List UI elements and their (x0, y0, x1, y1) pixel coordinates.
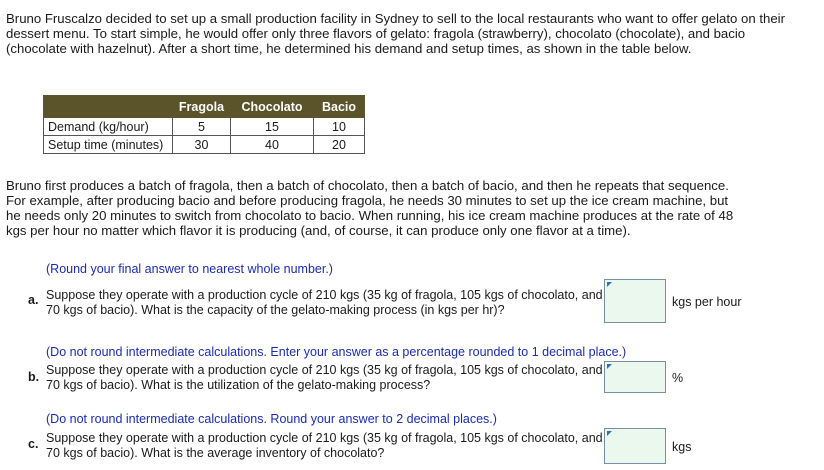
table-row (44, 118, 365, 136)
demand-setup-table (43, 95, 365, 154)
question-a-answer-input[interactable] (605, 280, 665, 322)
question-b-answer-box[interactable] (604, 361, 666, 393)
question-a-answer-box[interactable] (604, 279, 666, 323)
question-a-text: Suppose they operate with a production cycle of 210 kgs (35 kg of fragola, 105 kgs of chocolato, and 70 kgs of bacio). What is the capacity of the gelato-making process (in kgs per hr)? (46, 288, 603, 317)
question-c-instruction: (Do not round intermediate calculations. Round your answer to 2 decimal places.) (46, 412, 497, 426)
question-b-letter: b. (28, 370, 40, 384)
process-description-paragraph: Bruno first produces a batch of fragola, then a batch of chocolato, then a batch of bacio, and then he repeats that sequence. For example, after producing bacio and before producing fragola, he needs 30 minutes to set up the ice cream machine, but he needs only 20 minutes to switch from chocolato to bacio. When running, his ice cream machine produces at the rate of 48 kgs per hour no matter which flavor it is producing (and, of course, it can produce only one flavor at a time). (6, 178, 734, 238)
question-b-unit: % (672, 371, 684, 385)
question-c-letter: c. (28, 437, 39, 451)
column-header-bacio: Bacio (314, 96, 365, 118)
table-cell: 30 (173, 136, 231, 154)
table-cell: 40 (231, 136, 314, 154)
table-row (44, 136, 365, 154)
question-c-answer-box[interactable] (604, 428, 666, 464)
question-c-unit: kgs (672, 440, 692, 454)
table-cell: 20 (314, 136, 365, 154)
question-b-text: Suppose they operate with a production cycle of 210 kgs (35 kg of fragola, 105 kgs of chocolato, and 70 kgs of bacio). What is the utilization of the gelato-making process? (46, 363, 603, 392)
row-label-demand: Demand (kg/hour) (44, 118, 173, 136)
table-cell: 5 (173, 118, 231, 136)
question-c-text: Suppose they operate with a production cycle of 210 kgs (35 kg of fragola, 105 kgs of chocolato, and 70 kgs of bacio). What is the average inventory of chocolato? (46, 431, 603, 460)
column-header-chocolato: Chocolato (231, 96, 314, 118)
table-corner-cell (44, 96, 173, 118)
question-b-answer-input[interactable] (605, 362, 665, 392)
intro-paragraph: Bruno Fruscalzo decided to set up a small production facility in Sydney to sell to the local restaurants who want to offer gelato on their dessert menu. To start simple, he would offer only three flavors of gelato: fragola (strawberry), chocolato (chocolate), and bacio (chocolate with hazelnut). After a short time, he determined his demand and setup times, as shown in the table below. (6, 11, 785, 56)
column-header-fragola: Fragola (173, 96, 231, 118)
question-b-instruction: (Do not round intermediate calculations. Enter your answer as a percentage rounded to 1 decimal place.) (46, 345, 627, 359)
question-c-answer-input[interactable] (605, 429, 665, 463)
question-a-letter: a. (28, 293, 39, 307)
question-a-instruction: (Round your final answer to nearest whole number.) (46, 262, 333, 276)
table-header-row (44, 96, 365, 118)
table-cell: 10 (314, 118, 365, 136)
table-cell: 15 (231, 118, 314, 136)
row-label-setup-time: Setup time (minutes) (44, 136, 173, 154)
question-a-unit: kgs per hour (672, 295, 742, 309)
